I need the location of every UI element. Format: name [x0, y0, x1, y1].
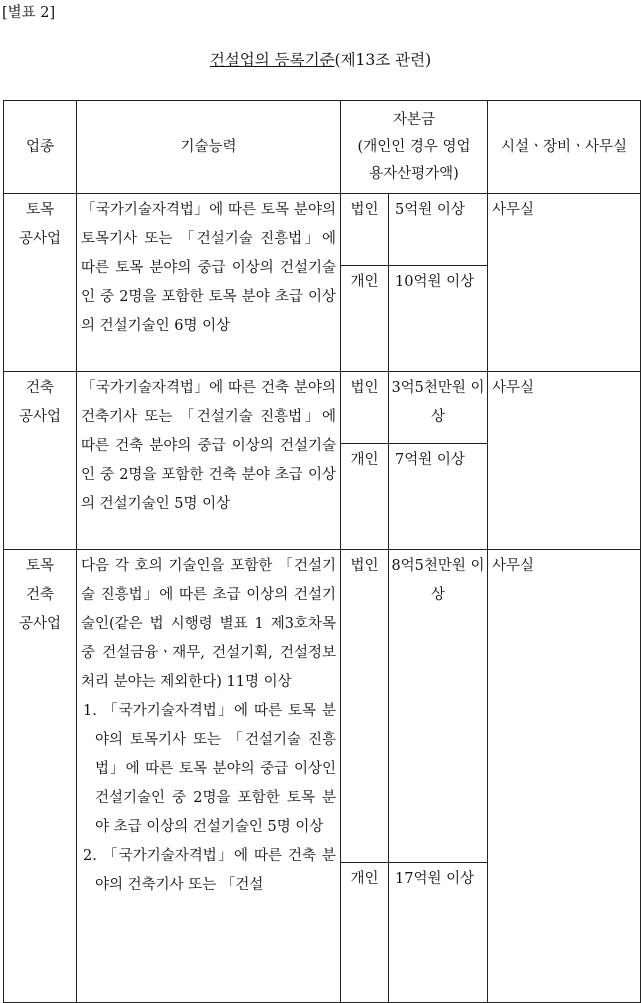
- row1-type-line1: 토목: [25, 202, 54, 218]
- row2-facility: 사무실: [488, 372, 641, 550]
- row2-corp-amount: 3억5천만원 이상: [389, 372, 488, 444]
- row3-tech-item2: 2. 「국가기술자격법」에 따른 건축 분야의 건축기사 또는 「건설: [83, 848, 336, 893]
- title-ref: (제13조 관련): [334, 51, 432, 69]
- registration-standards-table: [3, 100, 641, 1003]
- header-tech: 기술능력: [77, 101, 341, 194]
- row1-indiv-amount: 10억원 이상: [389, 266, 488, 372]
- row2-corp-label: 법인: [341, 372, 389, 444]
- row2-type-line1: 건축: [25, 380, 54, 396]
- row3-tech-item1: 1. 「국가기술자격법」에 따른 토목 분야의 토목기사 또는 「건설기술 진흥법」에 따른 토목 분야의 중급 이상인 건설기술인 중 2명을 포함한 토목 분야 초급 이상의 건설기술인 5명 이상: [83, 703, 336, 835]
- row3-indiv-label: 개인: [341, 863, 389, 1003]
- header-capital-line1: 자본금: [392, 111, 436, 128]
- row1-corp-label: 법인: [341, 194, 389, 266]
- row1-type-line2: 공사업: [18, 231, 62, 247]
- header-type: 업종: [4, 101, 77, 194]
- row1-corp-amount: 5억원 이상: [389, 194, 488, 266]
- row1-type: [4, 194, 77, 372]
- header-capital-line2: (개인인 경우 영업: [357, 138, 471, 155]
- row3-tech: [77, 550, 341, 1003]
- row1-tech: 「국가기술자격법」에 따른 토목 분야의 토목기사 또는 「건설기술 진흥법」에 따른 토목 분야의 중급 이상의 건설기술인 중 2명을 포함한 토목 분야 초급 이상의 건설기술인 6명 이상: [77, 194, 341, 372]
- header-row: [4, 101, 641, 194]
- row2-tech: 「국가기술자격법」에 따른 건축 분야의 건축기사 또는 「건설기술 진흥법」에 따른 건축 분야의 중급 이상의 건설기술인 중 2명을 포함한 건축 분야 초급 이상의 건설기술인 5명 이상: [77, 372, 341, 550]
- row2-type: [4, 372, 77, 550]
- row3-type-line2: 건축: [25, 587, 54, 603]
- row2-indiv-amount: 7억원 이상: [389, 444, 488, 550]
- row3-corp-amount: 8억5천만원 이상: [389, 550, 488, 863]
- table-row: [4, 550, 641, 863]
- row3-facility: 사무실: [488, 550, 641, 1003]
- table-row: [4, 372, 641, 444]
- row3-corp-label: 법인: [341, 550, 389, 863]
- row3-indiv-amount: 17억원 이상: [389, 863, 488, 1003]
- row1-indiv-label: 개인: [341, 266, 389, 372]
- row1-facility: 사무실: [488, 194, 641, 372]
- header-facility: 시설ㆍ장비ㆍ사무실: [488, 101, 641, 194]
- row3-tech-intro: 다음 각 호의 기술인을 포함한 「건설기술 진흥법」에 따른 초급 이상의 건설기술인(같은 법 시행령 별표 1 제3호차목 중 건설금융ㆍ재무, 건설기획, 건설정보처리 분야는 제외한다) 11명 이상: [81, 558, 336, 690]
- title-main: 건설업의 등록기준: [209, 51, 335, 69]
- page-title: [0, 48, 641, 70]
- header-capital: [341, 101, 488, 194]
- row2-indiv-label: 개인: [341, 444, 389, 550]
- table-row: [4, 194, 641, 266]
- row3-type: [4, 550, 77, 1003]
- header-capital-line3: 용자산평가액): [369, 165, 459, 182]
- row3-type-line1: 토목: [25, 558, 54, 574]
- row3-type-line3: 공사업: [18, 616, 62, 632]
- row2-type-line2: 공사업: [18, 409, 62, 425]
- annex-label: [별표 2]: [2, 5, 56, 21]
